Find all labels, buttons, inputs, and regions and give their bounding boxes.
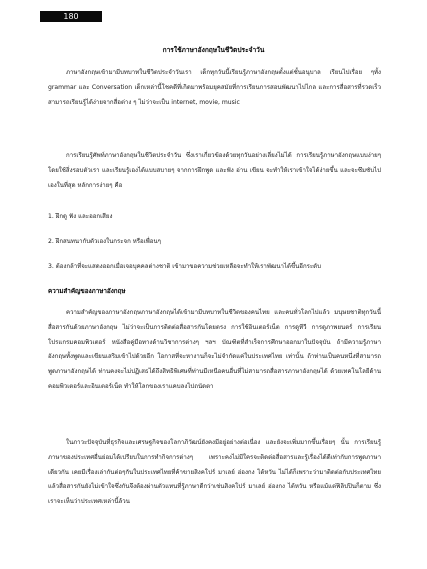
paragraph-globalization: ในภาวะปัจจุบันที่ธุรกิจและเศรษฐกิจของโลกาภิวัฒน์ยังคงมีอยู่อย่างต่อเนื่อง และยังจะเพิ่มมากขึ้นเรื่อยๆ นั้น การเรียนรู้ภาษาของประเทศอื่นย่อมได้เปรียบในการทำกิจการต่างๆ เพราะคงไม่มีใครจะติดต่อสื่อสารและรู้เรื่องได้ดีเท่ากับการพูดภาษาเดียวกัน เคยมีเรื่องเล่ากันต่อๆกันในประเทศไทยที่ค้าขายสิงคโปร์ มาเลย์ ฮ่องกง ไต้หวัน ไม่ได้ก็เพราะว่ามาติดต่อกับประเทศไทยแล้วสื่อสารกันยังไม่เข้าใจซึ่งกันจึงต้องผ่านตัวแทนที่รู้ภาษาดีกว่าเช่นสิงคโปร์ มาเลย์ ฮ่องกง ไต้หวัน หรือแม้แต่ฟิลิปปินก็ตาม ซึ่งเราจะเห็นว่าประเทศเหล่านี้ล้วน: [48, 439, 381, 506]
section-heading: ความสำคัญของภาษาอังกฤษ: [48, 288, 126, 295]
page-title: การใช้ภาษาอังกฤษในชีวิตประจำวัน: [162, 46, 265, 54]
paragraph-intro: ภาษาอังกฤษเข้ามามีบทบาทในชีวิตประจำวันเรา เด็กทุกวันนี้เรียนรู้ภาษาอังกฤษตั้งแต่ชั้นอนุบาล เรียนไปเรื่อย ๆทั้ง grammar และ Conversation เด็กเหล่านี้โชคดีที่เกิดมาพร้อมยุคสมัยที่การเรียนการสอนพัฒนาไปไกล และการสื่อสารที่รวดเร็ว สามารถเรียนรู้ได้ง่ายจากสื่อต่าง ๆ ไม่ว่าจะเป็น internet, movie, music: [48, 69, 381, 106]
paragraph-importance: ความสำคัญของภาษาอังกฤษภาษาอังกฤษได้เข้ามามีบทบาทในชีวิตของคนไทย และคนทั่วโลกไปแล้ว มนุษยชาติทุกวันนี้สื่อสารกันด้วยภาษาอังกฤษ ไม่ว่าจะเป็นการติดต่อสื่อสารกันโดยตรง การใช้อินเตอร์เน็ต การดูทีวี การดูภาพยนตร์ การเรียนโปรแกรมคอมพิวเตอร์ หนังสือคู่มือทางด้านวิชาการต่างๆ ฯลฯ บัณฑิตที่สำเร็จการศึกษาออกมาในปัจจุบัน ถ้ามีความรู้ภาษาอังกฤษทั้งพูดและเขียนเสริมเข้าไปด้วยอีก โอกาสที่จะหางานก็จะไม่จำกัดแค่ในประเทศไทย เท่านั้น ถ้าท่านเป็นคนหนึ่งที่สามารถพูดภาษาอังกฤษได้ ท่านคงจะไม่ปฏิเสธได้ถึงสิทธิพิเศษที่ท่านมีเหนือคนอื่นที่ไม่สามารถสื่อสารภาษาอังกฤษได้ ด้วยเทคโนโลยีด้านคอมพิวเตอร์และอินเตอร์เน็ต ทำให้โลกของเราแคบลงไปถนัดตา: [48, 309, 381, 390]
paragraph-learning: การเรียนรู้ศัพท์ภาษาอังกฤษในชีวิตประจำวัน ซึ่งเราเกี่ยวข้องด้วยทุกวันอย่างเลี่ยงไม่ได้ การเรียนรู้ภาษาอังกฤษแบบง่ายๆ โดยใช้สิ่งรอบตัวเรา และเรียนรู้เองได้แบบสบายๆ จากการฝึกพูด และฟัง อ่าน เขียน จะทำให้เราเข้าใจได้ง่ายขึ้น และจะซึมซับไปเองในที่สุด หลักการง่ายๆ คือ: [48, 152, 381, 189]
page-number: 180: [40, 11, 102, 22]
list-item: 1. ฝึกดู ฟัง และออกเสียง: [48, 213, 113, 220]
list-item: 2. ฝึกสนทนากับตัวเองในกระจก หรือเพื่อนๆ: [48, 238, 161, 245]
list-item: 3. ต้องกล้าที่จะแสดงออกเมื่อเจอบุคคลต่างชาติ เข้ามาขอความช่วยเหลือจะทำให้เราพัฒนาได้ขึ้นอีกระดับ: [48, 263, 322, 270]
